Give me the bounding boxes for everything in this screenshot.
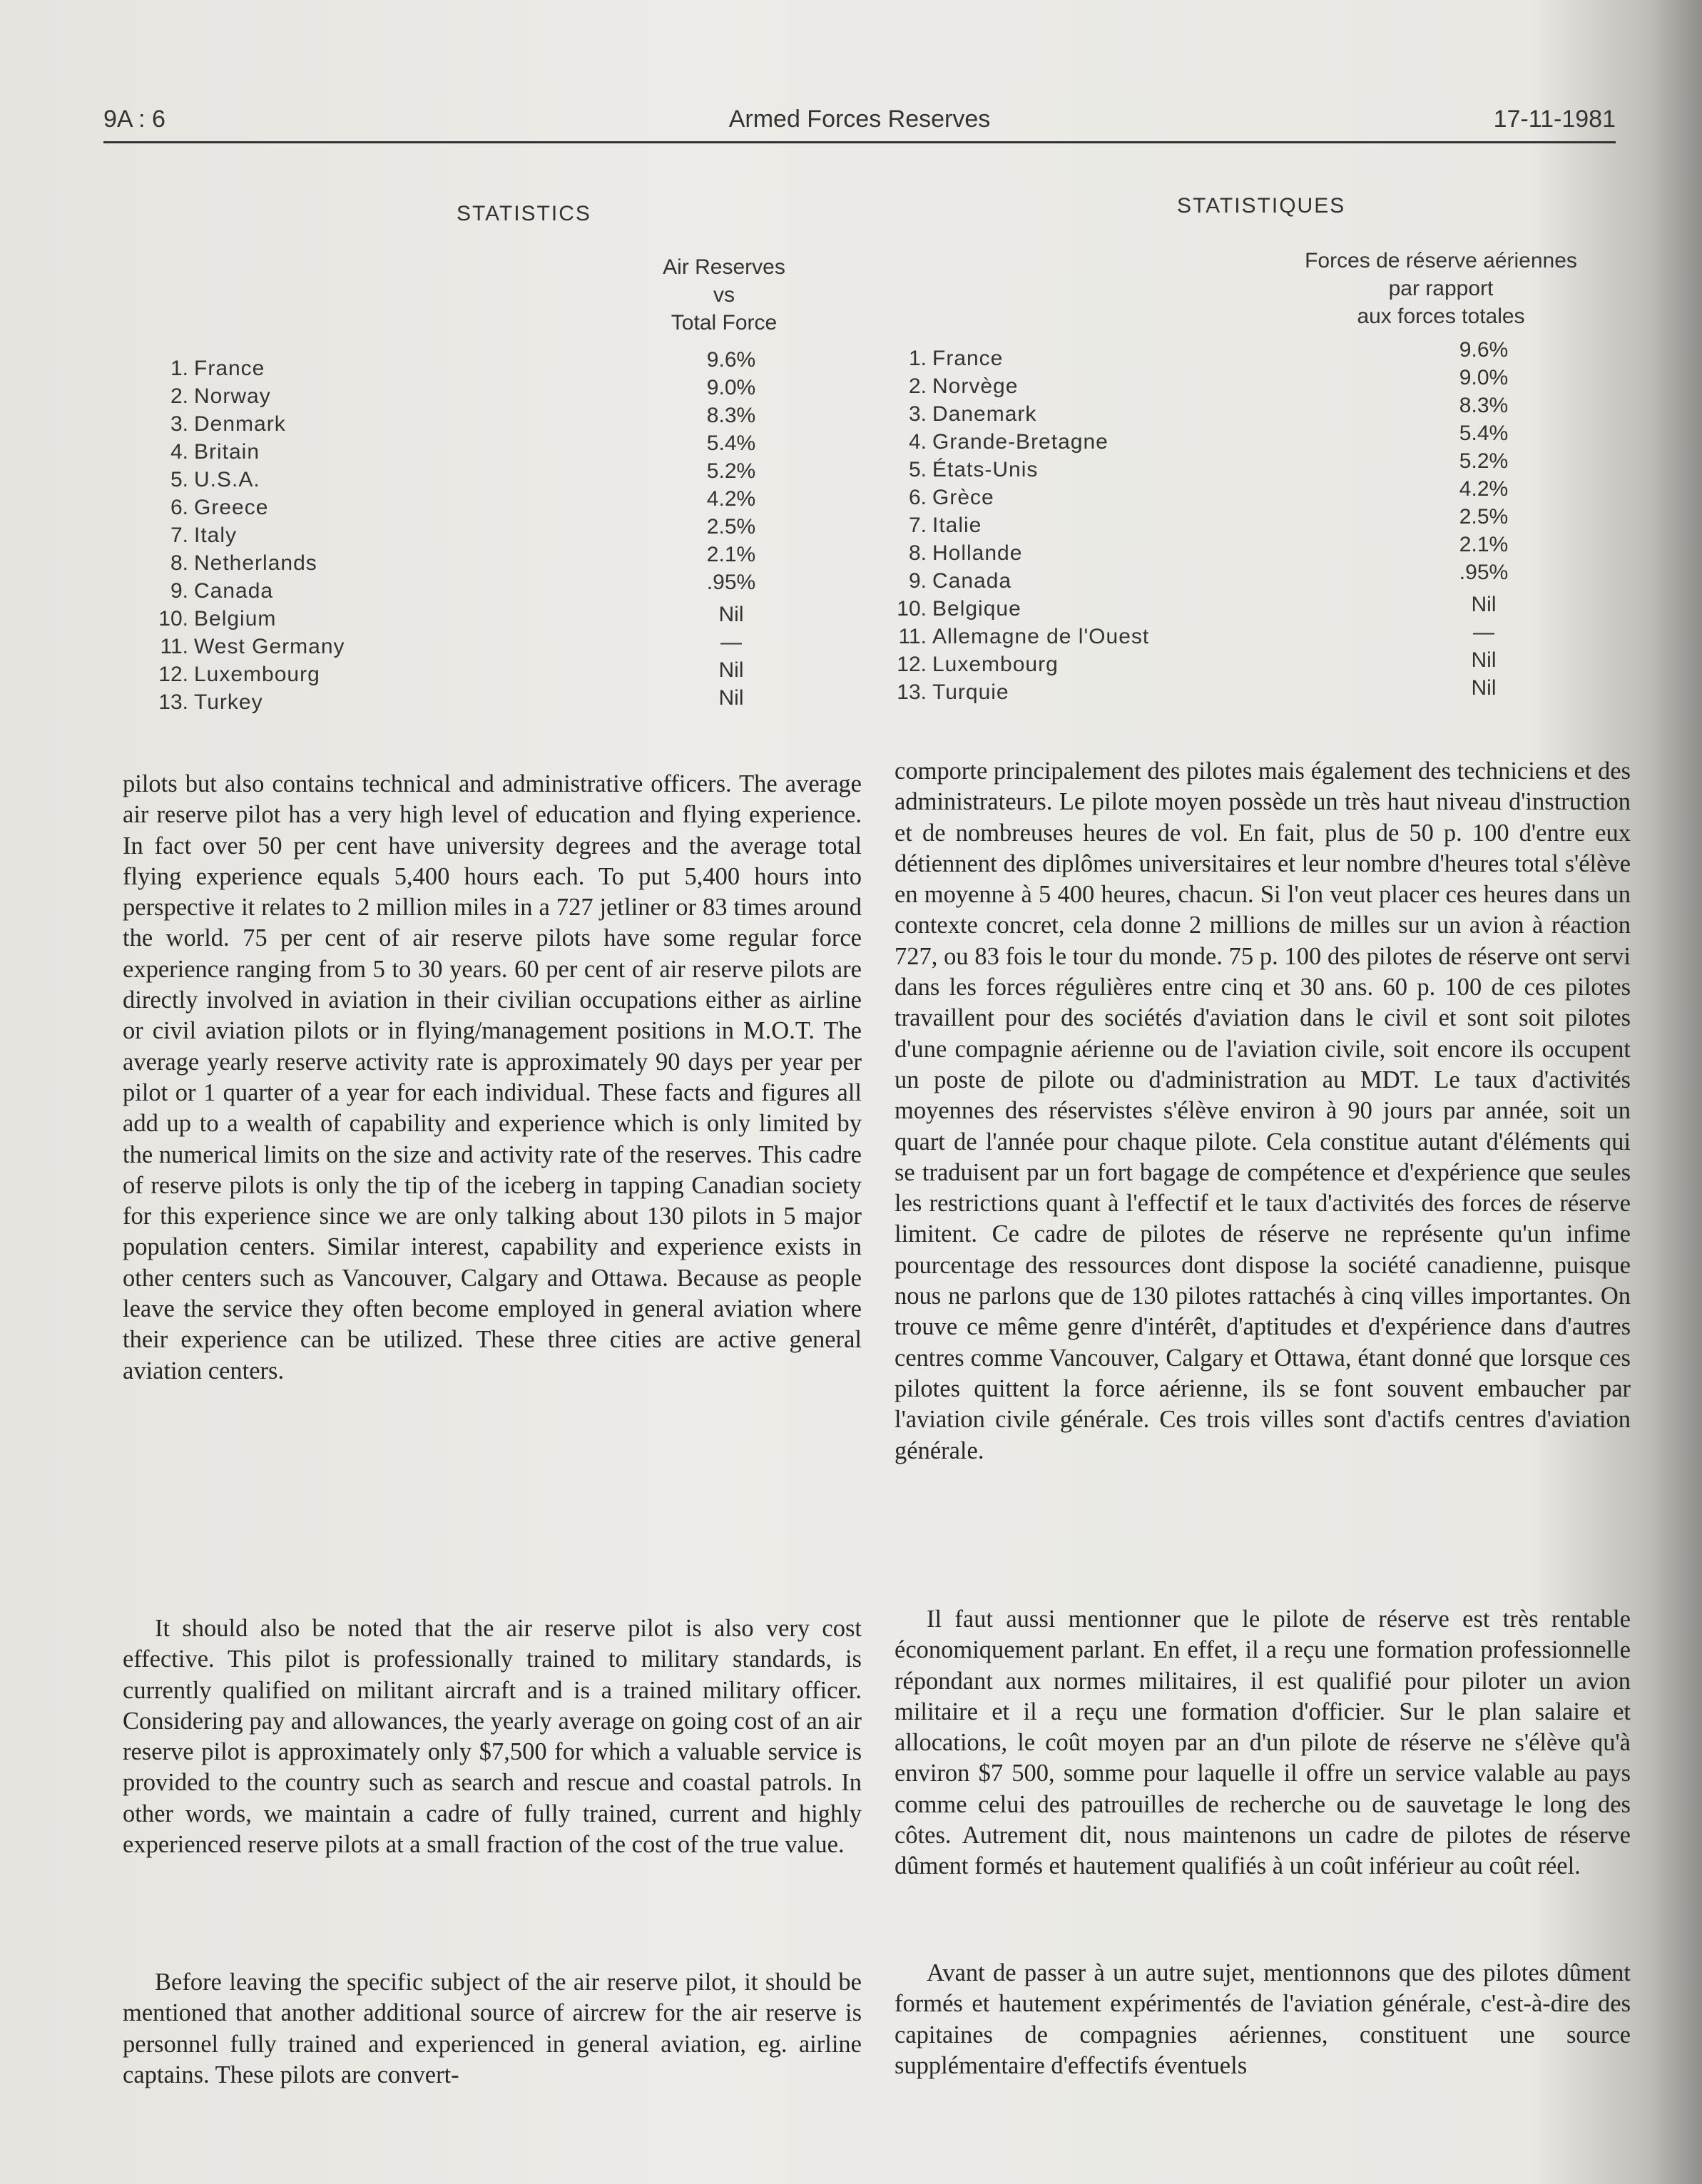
row-number: 8. [170, 551, 188, 575]
percentage-value: Nil [1471, 593, 1497, 616]
percentage-value: 5.2% [706, 459, 756, 483]
statistics-title-fr: STATISTIQUES [1177, 194, 1346, 218]
row-number: 11. [898, 625, 927, 648]
body-paragraph-fr-3 [895, 1958, 1631, 2081]
country-name: Belgium [194, 607, 277, 631]
row-number: 12. [158, 663, 188, 686]
percentage-value: 9.6% [1459, 338, 1509, 362]
country-name: Greece [194, 496, 269, 519]
percentage-value: 5.4% [706, 432, 756, 455]
percentage-value: Nil [718, 603, 744, 626]
row-number: 7. [908, 514, 927, 537]
percentage-value: .95% [706, 571, 756, 594]
row-number: 13. [897, 680, 927, 704]
column-heading-line: aux forces totales [1357, 305, 1525, 328]
column-heading-line: Air Reserves [663, 255, 785, 279]
row-number: 5. [170, 468, 188, 491]
country-name: Turkey [194, 690, 263, 714]
percentage-value: 2.5% [1459, 505, 1509, 529]
body-paragraph-en-2 [123, 1613, 862, 1860]
body-paragraph-en-3 [123, 1967, 862, 2091]
country-name: France [932, 347, 1004, 370]
page-header [103, 106, 1616, 143]
row-number: 6. [170, 496, 188, 519]
percentage-value: 2.5% [706, 515, 756, 539]
row-number: 1. [170, 357, 188, 380]
percentage-value: — [720, 631, 742, 654]
country-name: Turquie [932, 680, 1009, 704]
body-paragraph-fr-2 [895, 1604, 1631, 1882]
statistics-row [150, 686, 792, 718]
paragraph-text: It should also be noted that the air reserve pilot is also very cost effective. This pilot is professionally trained to military standards, is currently qualified on militant aircraft and is a trained military officer. Considering pay and allowances, the yearly average on going cost of an air reserve pilot is approximately only $7,500 for which a valuable service is provided to the country such as search and rescue and coastal patrols. In other words, we maintain a cadre of fully trained, current and highly experienced reserve pilots at a small fraction of the cost of the true value. [123, 1615, 862, 1859]
country-name: Britain [194, 440, 260, 464]
row-number: 13. [158, 690, 188, 714]
percentage-value: Nil [718, 686, 744, 710]
column-heading-line: vs [713, 283, 735, 307]
percentage-value: 5.2% [1459, 449, 1509, 473]
body-paragraph-en-1 [123, 769, 862, 1387]
country-name: U.S.A. [194, 468, 260, 491]
row-number: 4. [908, 430, 927, 454]
country-name: West Germany [194, 635, 345, 658]
percentage-value: Nil [1471, 648, 1497, 672]
country-name: France [194, 357, 265, 380]
row-number: 10. [897, 597, 927, 621]
row-number: 12. [897, 653, 927, 676]
row-number: 6. [908, 486, 927, 509]
country-name: Belgique [932, 597, 1021, 621]
row-number: 4. [170, 440, 188, 464]
row-number: 3. [908, 402, 927, 426]
row-number: 9. [170, 579, 188, 603]
country-name: Luxembourg [932, 653, 1059, 676]
paragraph-text: Il faut aussi mentionner que le pilote de réserve est très rentable économiquement parlant. En effet, il a reçu une formation professionnelle répondant aux normes militaires, il est qualifié pour piloter un avion militaire et il a reçu une formation d'officier. Sur le plan salaire et allocations, le coût moyen par an d'un pilote de réserve ne s'élève qu'à environ $7 500, somme pour laquelle il offre un service valable au pays comme celui des patrouilles de recherche ou de sauvetage le long des côtes. Autrement dit, nous maintenons un cadre de pilotes de réserve dûment formés et hautement qualifiés à un coût inférieur au coût réel. [895, 1606, 1631, 1880]
paragraph-text: Avant de passer à un autre sujet, mentionnons que des pilotes dûment formés et hautement expérimentés de l'aviation générale, c'est-à-dire des capitaines de compagnies aériennes, constituent une source supplémentaire d'effectifs éventuels [895, 1959, 1631, 2079]
column-heading-line: Total Force [671, 311, 778, 335]
statistics-list-en [150, 348, 792, 718]
row-number: 2. [908, 374, 927, 398]
country-name: Italy [194, 524, 238, 547]
country-name: Canada [194, 579, 274, 603]
percentage-value: 5.4% [1459, 422, 1509, 445]
page-number: 9A : 6 [103, 106, 165, 133]
country-name: Denmark [194, 412, 286, 436]
column-heading-en [613, 253, 835, 337]
paragraph-text: pilots but also contains technical and administrative officers. The average air reserve pilot has a very high level of education and flying experience. In fact over 50 per cent have university degrees and the average total flying experience equals 5,400 hours each. To put 5,400 hours into perspective it relates to 2 million miles in a 727 jetliner or 83 times around the world. 75 per cent of air reserve pilots have some regular force experience ranging from 5 to 30 years. 60 per cent of air reserve pilots are directly involved in aviation in their civilian occupations either as airline or civil aviation pilots or in flying/management positions in M.O.T. The average yearly reserve activity rate is approximately 90 days per year per pilot or 1 quarter of a year for each individual. These facts and figures all add up to a wealth of capability and experience which is only limited by the numerical limits on the size and activity rate of the reserves. This cadre of reserve pilots is only the tip of the iceberg in tapping Canadian society for this experience since we are only talking about 130 pilots in 5 major population centers. Similar interest, capability and experience exists in other centers such as Vancouver, Calgary and Ottawa. Because as people leave the service they often become employed in general aviation where their experience can be utilized. These three cities are active general aviation centers. [123, 770, 862, 1384]
row-number: 10. [158, 607, 188, 631]
percentage-value: 8.3% [1459, 394, 1509, 417]
statistics-list-fr [888, 338, 1601, 708]
country-name: Grande-Bretagne [932, 430, 1109, 454]
header-rule [103, 141, 1616, 143]
row-number: 9. [908, 569, 927, 593]
percentage-value: — [1473, 621, 1494, 644]
row-number: 8. [908, 541, 927, 565]
country-name: Norway [194, 384, 271, 408]
row-number: 5. [908, 458, 927, 481]
header-date: 17-11-1981 [1493, 106, 1616, 133]
column-heading-fr [1284, 247, 1598, 330]
row-number: 7. [170, 524, 188, 547]
percentage-value: 4.2% [706, 487, 756, 511]
percentage-value: 9.6% [706, 348, 756, 372]
country-name: Allemagne de l'Ouest [932, 625, 1150, 648]
paragraph-text: Before leaving the specific subject of the air reserve pilot, it should be mentioned that another additional source of aircrew for the air reserve is personnel fully trained and experienced in general aviation, eg. airline captains. These pilots are convert- [123, 1969, 862, 2088]
percentage-value: 2.1% [706, 543, 756, 566]
percentage-value: 9.0% [706, 376, 756, 399]
percentage-value: Nil [1471, 676, 1497, 700]
body-paragraph-fr-1 [895, 756, 1631, 1466]
country-name: Canada [932, 569, 1012, 593]
country-name: Danemark [932, 402, 1037, 426]
column-heading-line: par rapport [1388, 277, 1494, 300]
country-name: Italie [932, 514, 982, 537]
percentage-value: 2.1% [1459, 533, 1509, 556]
statistics-title-en: STATISTICS [457, 202, 591, 225]
percentage-value: 4.2% [1459, 477, 1509, 501]
row-number: 11. [160, 635, 188, 658]
country-name: États-Unis [932, 458, 1039, 481]
percentage-value: Nil [718, 658, 744, 682]
statistics-row [888, 676, 1601, 708]
percentage-value: .95% [1459, 561, 1509, 584]
country-name: Netherlands [194, 551, 317, 575]
row-number: 3. [170, 412, 188, 436]
country-name: Grèce [932, 486, 994, 509]
row-number: 1. [908, 347, 927, 370]
row-number: 2. [170, 384, 188, 408]
country-name: Luxembourg [194, 663, 320, 686]
paragraph-text: comporte principalement des pilotes mais également des techniciens et des administrateurs. Le pilote moyen possède un très haut niveau d'instruction et de nombreuses heures de vol. En fait, plus de 50 p. 100 d'entre eux détiennent des diplômes universitaires et leur nombre d'heures total s'élève en moyenne à 5 400 heures, chacun. Si l'on veut placer ces heures dans un contexte concret, cela donne 2 millions de milles sur un avion à réaction 727, ou 83 fois le tour du monde. 75 p. 100 des pilotes de réserve ont servi dans les forces régulières entre cinq et 30 ans. 60 p. 100 de ces pilotes travaillent pour des sociétés d'aviation dans le civil et sont soit pilotes d'une compagnie aérienne ou de l'aviation civile, soit encore ils occupent un poste de pilote ou d'administration au MDT. Le taux d'activités moyennes des réservistes s'élève environ à 90 jours par année, soit un quart de l'année pour chaque pilote. Cela constitue autant d'éléments qui se traduisent par un fort bagage de compétence et d'expérience que seules les restrictions quant à l'effectif et le taux d'activités des forces de réserve limitent. Ce cadre de pilotes de réserve ne représente qu'un infime pourcentage des ressources dont dispose la société canadienne, puisque nous ne parlons que de 130 pilotes rattachés à cinq villes importantes. On trouve ce même genre d'intérêt, d'aptitudes et d'expérience dans d'autres centres comme Vancouver, Calgary et Ottawa, étant donné que lorsque ces pilotes quittent la force aérienne, ils se font souvent embaucher par l'aviation civile générale. Ces trois villes sont d'actifs centres d'aviation générale. [895, 757, 1631, 1464]
running-title: Armed Forces Reserves [728, 106, 991, 133]
percentage-value: 9.0% [1459, 366, 1509, 389]
percentage-value: 8.3% [706, 404, 756, 427]
country-name: Norvège [932, 374, 1019, 398]
country-name: Hollande [932, 541, 1023, 565]
column-heading-line: Forces de réserve aériennes [1305, 249, 1577, 272]
